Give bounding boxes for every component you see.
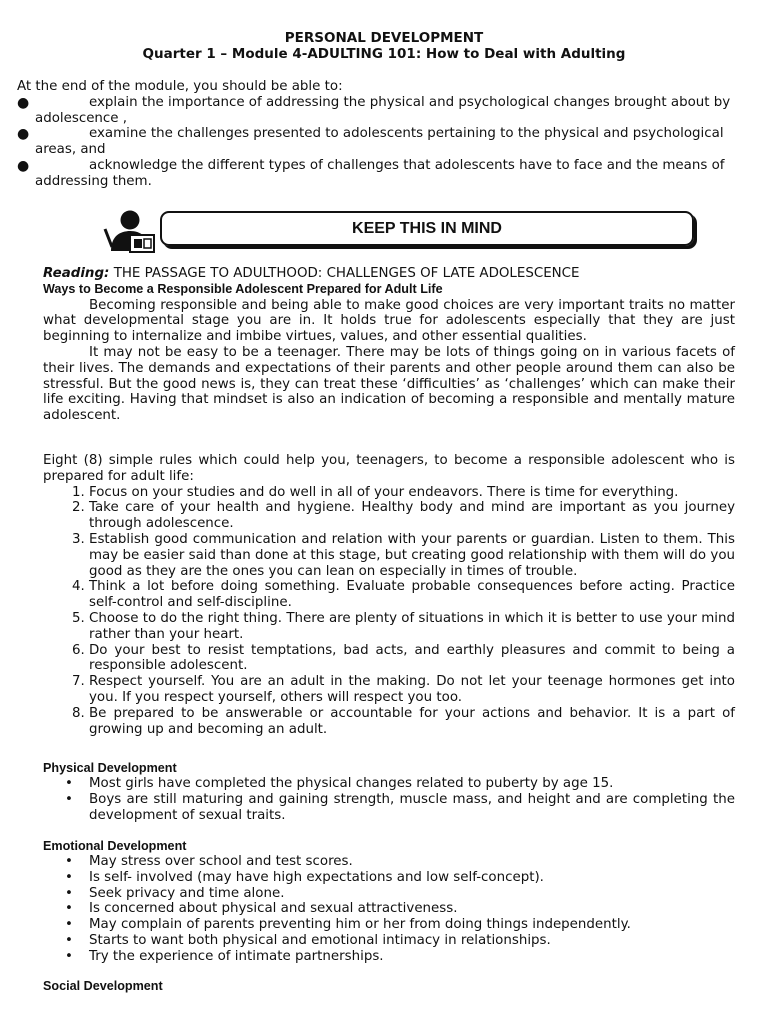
keep-in-mind-banner: KEEP THIS IN MIND xyxy=(160,211,694,246)
document-title: PERSONAL DEVELOPMENT xyxy=(284,30,484,46)
list-item: • May complain of parents preventing him or her from doing things independently. xyxy=(89,917,735,933)
rules-intro: Eight (8) simple rules which could help you, teenagers, to become a responsible adolescent who is prepared for adult life: xyxy=(43,453,735,484)
reading-paragraph: It may not be easy to be a teenager. There may be lots of things going on in various facets of their lives. The demands and expectations of their parents and other people around them can also be stressful. But the good news is, they can treat these ‘difficulties’ as ‘challenges’ which can make their life exciting. Having that mindset is also an indication of becoming a responsible and mentally mature adolescent. xyxy=(43,344,735,424)
list-item: 5. Choose to do the right thing. There are plenty of situations in which it is better to use your mind rather than your heart. xyxy=(89,611,735,643)
objectives-section xyxy=(17,79,737,190)
bullet-icon: ● xyxy=(17,126,30,143)
list-item: • Seek privacy and time alone. xyxy=(89,886,735,902)
emotional-development-section xyxy=(43,838,735,965)
objective-item: ● acknowledge the different types of challenges that adolescents have to face and the means of addressing them. xyxy=(17,157,725,189)
reading-section xyxy=(43,266,735,424)
section-heading: Social Development xyxy=(43,979,163,993)
list-item: 1. Focus on your studies and do well in all of your endeavors. There is time for everything. xyxy=(89,485,735,501)
list-item: • May stress over school and test scores. xyxy=(89,854,735,870)
list-item: 6. Do your best to resist temptations, bad acts, and earthly pleasures and commit to being a responsible adolescent. xyxy=(89,643,735,675)
module-subtitle: Quarter 1 – Module 4-ADULTING 101: How to Deal with Adulting xyxy=(142,46,626,62)
rules-section xyxy=(43,453,735,737)
list-item: • Is concerned about physical and sexual attractiveness. xyxy=(89,901,735,917)
reading-title: Reading: THE PASSAGE TO ADULTHOOD: CHALLENGES OF LATE ADOLESCENCE xyxy=(43,266,580,281)
list-item: • Starts to want both physical and emotional intimacy in relationships. xyxy=(89,933,735,949)
list-item: 4. Think a lot before doing something. Evaluate probable consequences before acting. Practice self-control and self-discipline. xyxy=(89,579,735,611)
list-item: 3. Establish good communication and relation with your parents or guardian. Listen to them. This may be easier said than done at this stage, but creating good relationship with them will do you good as they are the ones you can lean on especially in times of trouble. xyxy=(89,532,735,579)
bullet-icon: ● xyxy=(17,94,30,111)
list-item: 7. Respect yourself. You are an adult in the making. Do not let your teenage hormones get into you. If you respect yourself, others will respect you too. xyxy=(89,674,735,706)
reading-paragraph: Becoming responsible and being able to make good choices are very important traits no matter what developmental stage you are in. It holds true for adolescents especially that they are just beginning to internalize and imbibe virtues, values, and other essential qualities. xyxy=(43,297,735,345)
section-heading: Emotional Development xyxy=(43,839,187,853)
social-development-section xyxy=(43,978,735,994)
section-heading: Physical Development xyxy=(43,761,177,775)
list-item: 8. Be prepared to be answerable or accountable for your actions and behavior. It is a part of growing up and becoming an adult. xyxy=(89,706,735,738)
objective-item: ● explain the importance of addressing the physical and psychological changes brought about by adolescence , xyxy=(17,94,731,126)
bullet-icon: ● xyxy=(17,157,30,174)
list-item: 2. Take care of your health and hygiene. Healthy body and mind are important as you journey through adolescence. xyxy=(89,500,735,532)
list-item: • Boys are still maturing and gaining strength, muscle mass, and height and are completing the development of sexual traits. xyxy=(89,792,735,824)
list-item: • Is self- involved (may have high expectations and low self-concept). xyxy=(89,870,735,886)
reading-subheading: Ways to Become a Responsible Adolescent Prepared for Adult Life xyxy=(43,281,443,296)
rules-list xyxy=(43,485,735,738)
objective-item: ● examine the challenges presented to adolescents pertaining to the physical and psychological areas, and xyxy=(17,126,724,158)
list-item: • Try the experience of intimate partnerships. xyxy=(89,949,735,965)
reader-icon xyxy=(103,207,157,253)
list-item: • Most girls have completed the physical changes related to puberty by age 15. xyxy=(89,776,735,792)
objectives-lead: At the end of the module, you should be able to: xyxy=(17,79,343,94)
physical-development-section xyxy=(43,760,735,823)
